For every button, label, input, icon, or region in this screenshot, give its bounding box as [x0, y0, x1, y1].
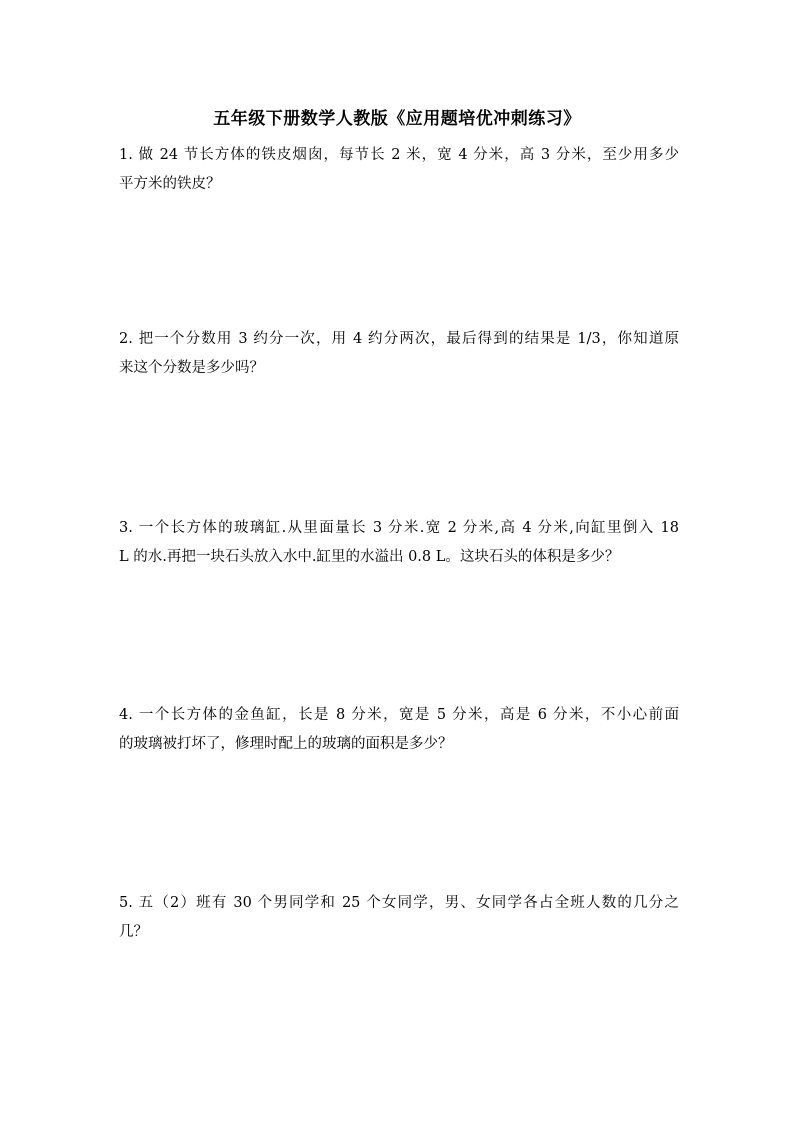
question-3 [119, 514, 679, 572]
question-2-line-1: 2. 把一个分数用 3 约分一次，用 4 约分两次，最后得到的结果是 1/3，你知道原 [119, 331, 679, 347]
question-1-line-1: 1. 做 24 节长方体的铁皮烟囱，每节长 2 米，宽 4 分米，高 3 分米，至少用多少 [119, 147, 679, 163]
question-2 [119, 325, 679, 383]
question-3-line-2: L 的水.再把一块石头放入水中.缸里的水溢出 0.8 L。这块石头的体积是多少？ [119, 549, 620, 565]
question-4-line-2: 的玻璃被打坏了，修理时配上的玻璃的面积是多少？ [119, 736, 453, 752]
question-3-line-1: 3. 一个长方体的玻璃缸.从里面量长 3 分米.宽 2 分米,高 4 分米,向缸里倒入 18 [119, 520, 679, 536]
question-2-line-2: 来这个分数是多少吗？ [119, 360, 264, 376]
question-4-line-1: 4. 一个长方体的金鱼缸，长是 8 分米，宽是 5 分米，高是 6 分米，不小心前面 [119, 707, 679, 723]
question-1 [119, 141, 679, 199]
page-title: 五年级下册数学人教版《应用题培优冲刺练习》 [213, 109, 581, 129]
question-5-line-1: 5. 五（2）班有 30 个男同学和 25 个女同学，男、女同学各占全班人数的几分之 [119, 895, 679, 911]
question-5 [119, 889, 679, 947]
question-5-line-2: 几？ [119, 924, 148, 940]
question-4 [119, 701, 679, 759]
question-1-line-2: 平方米的铁皮？ [119, 176, 221, 192]
